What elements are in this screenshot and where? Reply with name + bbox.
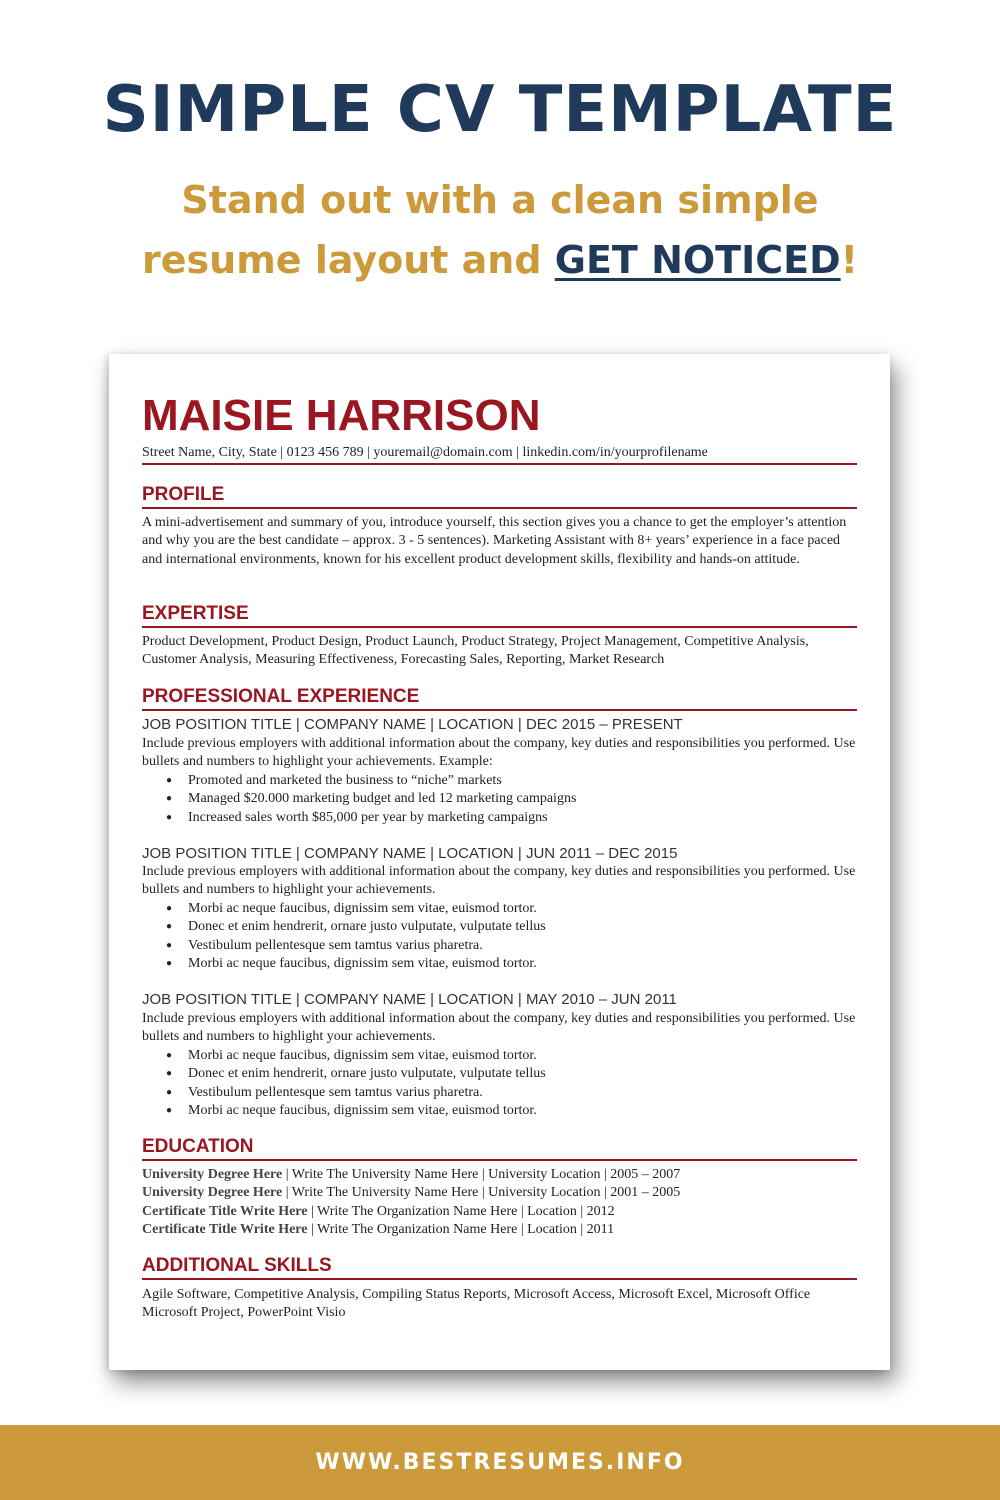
section-divider-skills <box>142 1278 857 1280</box>
bullet-item: ● Morbi ac neque faucibus, dignissim sem vitae, euismod tortor. <box>166 900 546 918</box>
bullet-item: ● Promoted and marketed the business to “niche” markets <box>166 772 576 790</box>
job-description: Include previous employers with additional information about the company, key duties and responsibilities you performed. Use bullets and numbers to highlight your achievements. Example: <box>142 736 856 770</box>
footer-url-link[interactable]: WWW.BESTRESUMES.INFO <box>315 1450 685 1475</box>
section-title-expertise: EXPERTISE <box>142 603 249 624</box>
resume-sheet <box>109 354 890 1370</box>
education-details: | Write The University Name Here | University Location | 2001 – 2005 <box>282 1185 681 1200</box>
bullet-item: ● Donec et enim hendrerit, ornare justo vulputate, vulputate tellus <box>166 1065 546 1083</box>
banner-subline-2-prefix: resume layout and <box>142 238 555 282</box>
bullet-item: ● Vestibulum pellentesque sem tamtus varius pharetra. <box>166 1084 546 1102</box>
job-bullets <box>166 772 576 827</box>
expertise-text: Product Development, Product Design, Product Launch, Product Strategy, Project Management, Competitive Analysis, Customer Analysis, Measuring Effectiveness, Forecasting Sales, Reporting, Market Research <box>142 634 809 668</box>
job-heading: JOB POSITION TITLE | COMPANY NAME | LOCATION | JUN 2011 – DEC 2015 <box>142 845 678 862</box>
education-degree: Certificate Title Write Here <box>142 1222 308 1237</box>
job-heading: JOB POSITION TITLE | COMPANY NAME | LOCATION | MAY 2010 – JUN 2011 <box>142 991 677 1008</box>
section-title-experience: PROFESSIONAL EXPERIENCE <box>142 686 420 707</box>
section-title-skills: ADDITIONAL SKILLS <box>142 1255 332 1276</box>
banner-subline-1: Stand out with a clean simple <box>181 178 819 222</box>
section-title-profile: PROFILE <box>142 484 225 505</box>
bullet-item: ● Morbi ac neque faucibus, dignissim sem vitae, euismod tortor. <box>166 1047 546 1065</box>
banner-headline: SIMPLE CV TEMPLATE <box>102 73 898 147</box>
bullet-item: ● Morbi ac neque faucibus, dignissim sem vitae, euismod tortor. <box>166 955 546 973</box>
profile-text: A mini-advertisement and summary of you, introduce yourself, this section gives you a chance to get the employer’s attention and why you are the best candidate – approx. 3 - 5 sentences). Marketing Assistant with 8+ years’ experience in a face paced and international environments, known for his excellent product development skills, flexibility and hands-on attitude. <box>142 515 847 567</box>
education-degree: University Degree Here <box>142 1167 283 1182</box>
education-details: | Write The Organization Name Here | Location | 2012 <box>307 1204 615 1219</box>
bullet-item: ● Vestibulum pellentesque sem tamtus varius pharetra. <box>166 937 546 955</box>
get-noticed-emphasis: GET NOTICED <box>554 238 841 282</box>
section-title-education: EDUCATION <box>142 1136 254 1157</box>
section-divider-profile <box>142 507 857 509</box>
job-description: Include previous employers with additional information about the company, key duties and responsibilities you performed. Use bullets and numbers to highlight your achievements. <box>142 1011 856 1045</box>
section-divider-experience <box>142 709 857 711</box>
education-degree: University Degree Here <box>142 1185 283 1200</box>
resume-contact-line: Street Name, City, State | 0123 456 789 | youremail@domain.com | linkedin.com/in/yourprofilename <box>142 445 708 460</box>
bullet-item: ● Increased sales worth $85,000 per year by marketing campaigns <box>166 809 576 827</box>
bullet-item: ● Donec et enim hendrerit, ornare justo vulputate, vulputate tellus <box>166 918 546 936</box>
education-degree: Certificate Title Write Here <box>142 1204 308 1219</box>
education-row <box>142 1221 614 1239</box>
section-divider-education <box>142 1159 857 1161</box>
education-details: | Write The Organization Name Here | Location | 2011 <box>307 1222 615 1237</box>
footer-bar <box>0 1425 1000 1500</box>
header-divider <box>142 463 857 465</box>
resume-name: MAISIE HARRISON <box>142 391 541 440</box>
bullet-item: ● Managed $20.000 marketing budget and led 12 marketing campaigns <box>166 790 576 808</box>
education-details: | Write The University Name Here | University Location | 2005 – 2007 <box>282 1167 681 1182</box>
education-row <box>142 1166 680 1184</box>
job-bullets <box>166 1047 546 1120</box>
section-divider-expertise <box>142 626 857 628</box>
bullet-item: ● Morbi ac neque faucibus, dignissim sem vitae, euismod tortor. <box>166 1102 546 1120</box>
job-heading: JOB POSITION TITLE | COMPANY NAME | LOCATION | DEC 2015 – PRESENT <box>142 716 683 733</box>
education-row <box>142 1203 615 1221</box>
education-row <box>142 1184 680 1202</box>
skills-text: Agile Software, Competitive Analysis, Compiling Status Reports, Microsoft Access, Microsoft Excel, Microsoft Office Microsoft Project, PowerPoint Visio <box>142 1287 811 1321</box>
banner-subline-2 <box>0 230 1000 290</box>
job-description: Include previous employers with additional information about the company, key duties and responsibilities you performed. Use bullets and numbers to highlight your achievements. <box>142 864 856 898</box>
job-bullets <box>166 900 546 973</box>
banner-subline-2-suffix: ! <box>840 238 858 282</box>
